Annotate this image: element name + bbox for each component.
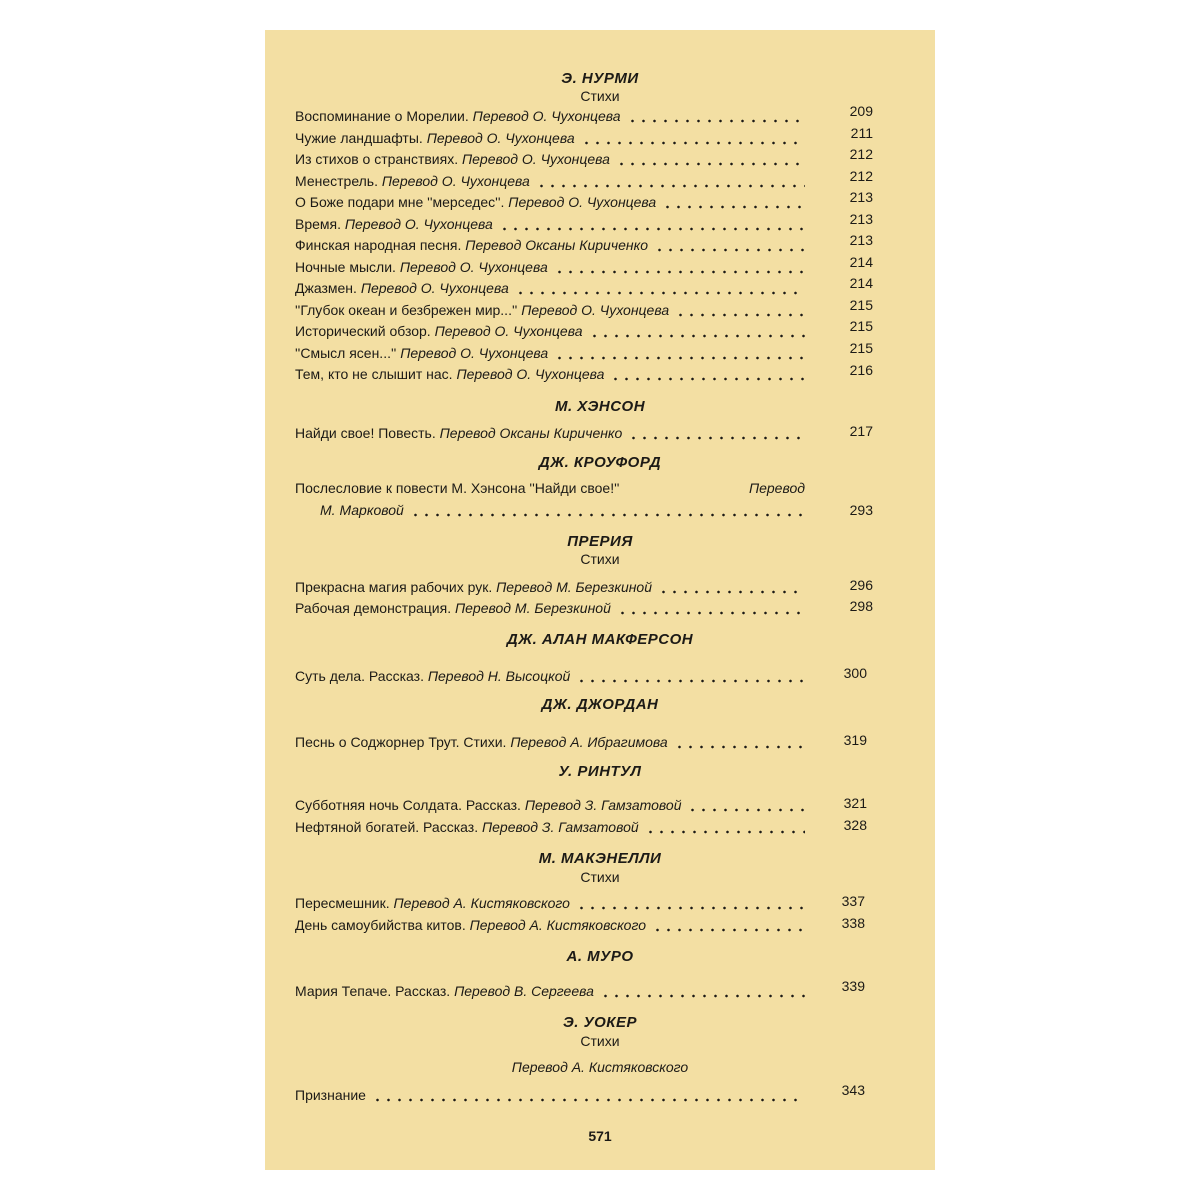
dot-leader [372,1090,805,1102]
toc-entry[interactable] [295,299,805,319]
entry-translator: Перевод О. Чухонцева [399,259,548,275]
page-number: 337 [841,893,865,909]
dot-leader [554,262,805,274]
entry-title: ''Смысл ясен...'' [295,345,397,361]
entry-translator: Перевод Оксаны Кириченко [439,425,623,441]
page-number: 319 [843,732,867,748]
section-subtitle: Стихи [580,869,620,885]
toc-entry[interactable] [295,170,805,190]
page-number: 209 [849,103,873,119]
toc-entry[interactable] [295,234,805,254]
dot-leader [576,671,805,683]
page-number: 214 [849,275,873,291]
entry-title: Чужие ландшафты. [295,130,423,146]
toc-entry[interactable] [295,191,805,211]
dot-leader [610,369,805,381]
entry-translator: Перевод О. Чухонцева [508,194,657,210]
book-page [265,30,935,1170]
dot-leader [617,603,805,615]
entry-title: Время. [295,216,342,232]
section-subtitle: Стихи [580,88,620,104]
toc-entry[interactable] [295,914,805,934]
section-subtitle: Стихи [580,551,620,567]
toc-entry-continuation[interactable] [320,499,805,519]
page-number: 217 [849,423,873,439]
dot-leader [662,197,805,209]
toc-entry[interactable] [295,731,805,751]
dot-leader [654,240,805,252]
entry-title: Воспоминание о Морелии. [295,108,469,124]
dot-leader [675,305,805,317]
author-heading: М. МАКЭНЕЛЛИ [538,850,662,867]
entry-translator: Перевод З. Гамзатовой [481,819,639,835]
author-heading: ДЖ. АЛАН МАКФЕРСОН [506,631,694,648]
page-number: 293 [849,502,873,518]
entry-translator: Перевод О. Чухонцева [381,173,530,189]
entry-title: Мария Тепаче. Рассказ. [295,983,451,999]
author-heading: ПРЕРИЯ [567,533,633,550]
page-number: 338 [841,915,865,931]
page-number: 213 [849,232,873,248]
entry-title: Ночные мысли. [295,259,396,275]
page-number: 212 [849,146,873,162]
entry-translator: Перевод О. Чухонцева [472,108,621,124]
toc-entry[interactable] [295,213,805,233]
toc-entry[interactable] [295,892,805,912]
author-heading: У. РИНТУЛ [558,763,642,780]
toc-entry[interactable] [295,980,805,1000]
toc-entry[interactable] [295,320,805,340]
toc-entry[interactable] [295,794,805,814]
entry-translator: Перевод М. Березкиной [496,579,653,595]
page-number: 211 [850,125,873,141]
section-translator-line: Перевод А. Кистяковского [511,1059,689,1075]
dot-leader [687,800,805,812]
entry-title: Исторический обзор. [295,323,431,339]
entry-translator: Перевод [748,480,805,496]
entry-translator: Перевод О. Чухонцева [434,323,583,339]
dot-leader [554,348,805,360]
page-number: 216 [849,362,873,378]
author-heading: Э. НУРМИ [561,70,639,87]
page-number: 321 [843,795,867,811]
page-number: 339 [841,978,865,994]
dot-leader [645,822,805,834]
entry-title: Прекрасна магия рабочих рук. [295,579,493,595]
author-heading: ДЖ. ДЖОРДАН [541,696,659,713]
entry-translator: Перевод Н. Высоцкой [427,668,571,684]
dot-leader [627,111,805,123]
entry-translator: Перевод О. Чухонцева [400,345,549,361]
toc-entry-multiline[interactable] [295,479,805,497]
page-folio-number: 571 [588,1128,612,1144]
dot-leader [576,898,805,910]
author-heading: М. ХЭНСОН [554,398,646,415]
entry-title: День самоубийства китов. [295,917,466,933]
dot-leader [499,219,805,231]
entry-translator: Перевод А. Кистяковского [469,917,647,933]
entry-translator: Перевод Оксаны Кириченко [465,237,648,253]
page-number: 213 [849,211,873,227]
entry-translator: Перевод О. Чухонцева [344,216,493,232]
toc-entry[interactable] [295,665,805,685]
entry-title: Менестрель. [295,173,378,189]
page-number: 214 [849,254,873,270]
entry-title: ''Глубок океан и безбрежен мир...'' [295,302,518,318]
toc-entry[interactable] [295,597,805,617]
entry-translator-name: М. Марковой [320,502,404,518]
toc-entry[interactable] [295,1084,805,1104]
dot-leader [536,176,805,188]
toc-entry[interactable] [295,277,805,297]
entry-title: Послесловие к повести М. Хэнсона ''Найди свое!'' [295,480,620,496]
dot-leader [674,737,805,749]
page-number: 328 [843,817,867,833]
entry-translator: Перевод О. Чухонцева [426,130,575,146]
dot-leader [628,428,805,440]
author-heading: А. МУРО [566,948,634,965]
entry-translator: Перевод А. Ибрагимова [510,734,668,750]
entry-translator: Перевод О. Чухонцева [521,302,670,318]
page-number: 296 [849,577,873,593]
entry-translator: Перевод А. Кистяковского [393,895,570,911]
toc-entry[interactable] [295,422,805,442]
toc-entry[interactable] [295,816,805,836]
toc-entry[interactable] [295,148,805,168]
entry-title: Финская народная песня. [295,237,462,253]
dot-leader [581,133,805,145]
dot-leader [600,986,805,998]
page-number: 215 [849,318,873,334]
dot-leader [616,154,805,166]
entry-translator: Перевод В. Сергеева [454,983,594,999]
entry-translator: Перевод М. Березкиной [455,600,611,616]
toc-entry[interactable] [295,576,805,596]
entry-title: О Боже подари мне ''мерседес''. [295,194,505,210]
author-heading: ДЖ. КРОУФОРД [538,454,662,471]
author-heading: Э. УОКЕР [563,1014,637,1031]
page-number: 212 [849,168,873,184]
entry-title: Рабочая демонстрация. [295,600,452,616]
toc-entry[interactable] [295,127,805,147]
dot-leader [515,283,805,295]
entry-title: Пересмешник. [295,895,390,911]
entry-translator: Перевод З. Гамзатовой [524,797,682,813]
page-number: 343 [841,1082,865,1098]
dot-leader [589,326,806,338]
entry-title: Нефтяной богатей. Рассказ. [295,819,479,835]
dot-leader [658,582,805,594]
toc-entry[interactable] [295,256,805,276]
page-number: 298 [849,598,873,614]
toc-entry[interactable] [295,363,805,383]
entry-title: Джазмен. [295,280,357,296]
entry-translator: Перевод О. Чухонцева [360,280,509,296]
page-number: 215 [849,340,873,356]
entry-title: Суть дела. Рассказ. [295,668,424,684]
toc-entry[interactable] [295,105,805,125]
entry-title: Признание [295,1087,366,1103]
toc-entry[interactable] [295,342,805,362]
page-number: 300 [843,665,867,681]
dot-leader [410,505,805,517]
entry-title: Тем, кто не слышит нас. [295,366,453,382]
entry-title: Субботняя ночь Солдата. Рассказ. [295,797,521,813]
entry-title: Из стихов о странствиях. [295,151,459,167]
entry-title: Найди свое! Повесть. [295,425,436,441]
page-number: 215 [849,297,873,313]
entry-title: Песнь о Соджорнер Трут. Стихи. [295,734,507,750]
page-number: 213 [849,189,873,205]
entry-translator: Перевод О. Чухонцева [461,151,610,167]
dot-leader [652,920,805,932]
section-subtitle: Стихи [580,1033,620,1049]
entry-translator: Перевод О. Чухонцева [456,366,605,382]
